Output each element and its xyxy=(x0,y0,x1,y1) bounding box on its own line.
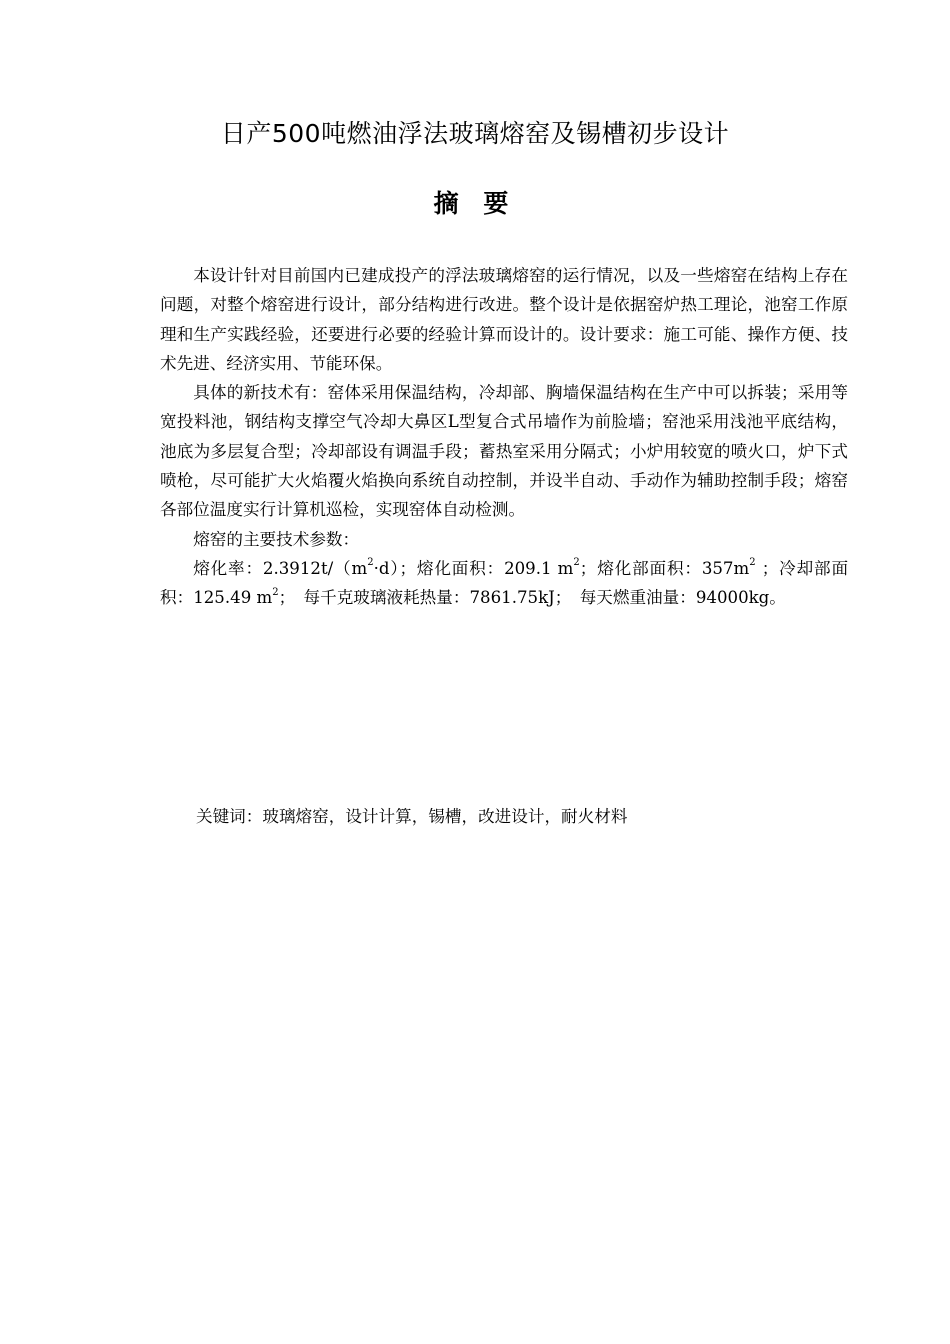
cooling-section-value: 125.49 m xyxy=(193,588,273,608)
melting-area-label: 熔化面积： xyxy=(416,558,505,578)
melting-rate-value: 2.3912t/（m xyxy=(262,558,368,578)
heat-consumption-label: 每千克玻璃液耗热量： xyxy=(303,588,470,608)
melting-rate-label: 熔化率： xyxy=(193,558,263,578)
oil-consumption-label: 每天燃重油量： xyxy=(579,588,696,608)
heat-consumption-value: 7861.75kJ； xyxy=(469,588,564,608)
keywords-value: 玻璃熔窑，设计计算，锡槽，改进设计，耐火材料 xyxy=(262,807,628,826)
abstract-paragraph-1: 本设计针对目前国内已建成投产的浮法玻璃熔窑的运行情况，以及一些熔窑在结构上存在问题，对整个熔窑进行设计，部分结构进行改进。整个设计是依据窑炉热工理论，池窑工作原理和生产实践经验，还要进行必要的经验计算而设计的。设计要求：施工可能、操作方便、技术先进、经济实用、节能环保。 xyxy=(160,266,848,373)
abstract-body xyxy=(160,261,848,613)
keywords-line xyxy=(196,802,846,831)
melting-rate-tail: ·d）； xyxy=(373,558,417,578)
melting-area-superscript: 2 xyxy=(573,557,580,569)
melting-section-value: 357m xyxy=(701,558,750,578)
melting-section-tail: ； xyxy=(755,558,779,578)
oil-consumption-value: 94000kg。 xyxy=(695,588,786,608)
melting-area-value: 209.1 m xyxy=(504,558,574,578)
melting-rate-superscript: 2 xyxy=(367,557,374,569)
melting-section-label: 熔化部面积： xyxy=(596,558,702,578)
abstract-paragraph-3: 熔窑的主要技术参数： xyxy=(193,529,360,549)
technical-parameters xyxy=(160,554,848,613)
abstract-heading: 摘 要 xyxy=(433,189,517,218)
cooling-section-superscript: 2 xyxy=(272,586,279,598)
melting-section-superscript: 2 xyxy=(749,557,756,569)
cooling-section-tail: ； xyxy=(278,588,287,608)
keywords-label: 关键词： xyxy=(196,807,263,826)
abstract-paragraph-2: 具体的新技术有：窑体采用保温结构，冷却部、胸墙保温结构在生产中可以拆装；采用等宽投料池，钢结构支撑空气冷却大鼻区L型复合式吊墙作为前脸墙；窑池采用浅池平底结构，池底为多层复合型；冷却部设有调温手段；蓄热室采用分隔式；小炉用较宽的喷火口，炉下式喷枪，尽可能扩大火焰覆火焰换向系统自动控制，并设半自动、手动作为辅助控制手段；熔窑各部位温度实行计算机巡检，实现窑体自动检测。 xyxy=(160,383,848,520)
document-title: 日产500吨燃油浮法玻璃熔窑及锡槽初步设计 xyxy=(220,119,730,148)
cooling-section-label: 冷却部面积： xyxy=(160,558,849,608)
melting-area-tail: ； xyxy=(579,558,597,578)
